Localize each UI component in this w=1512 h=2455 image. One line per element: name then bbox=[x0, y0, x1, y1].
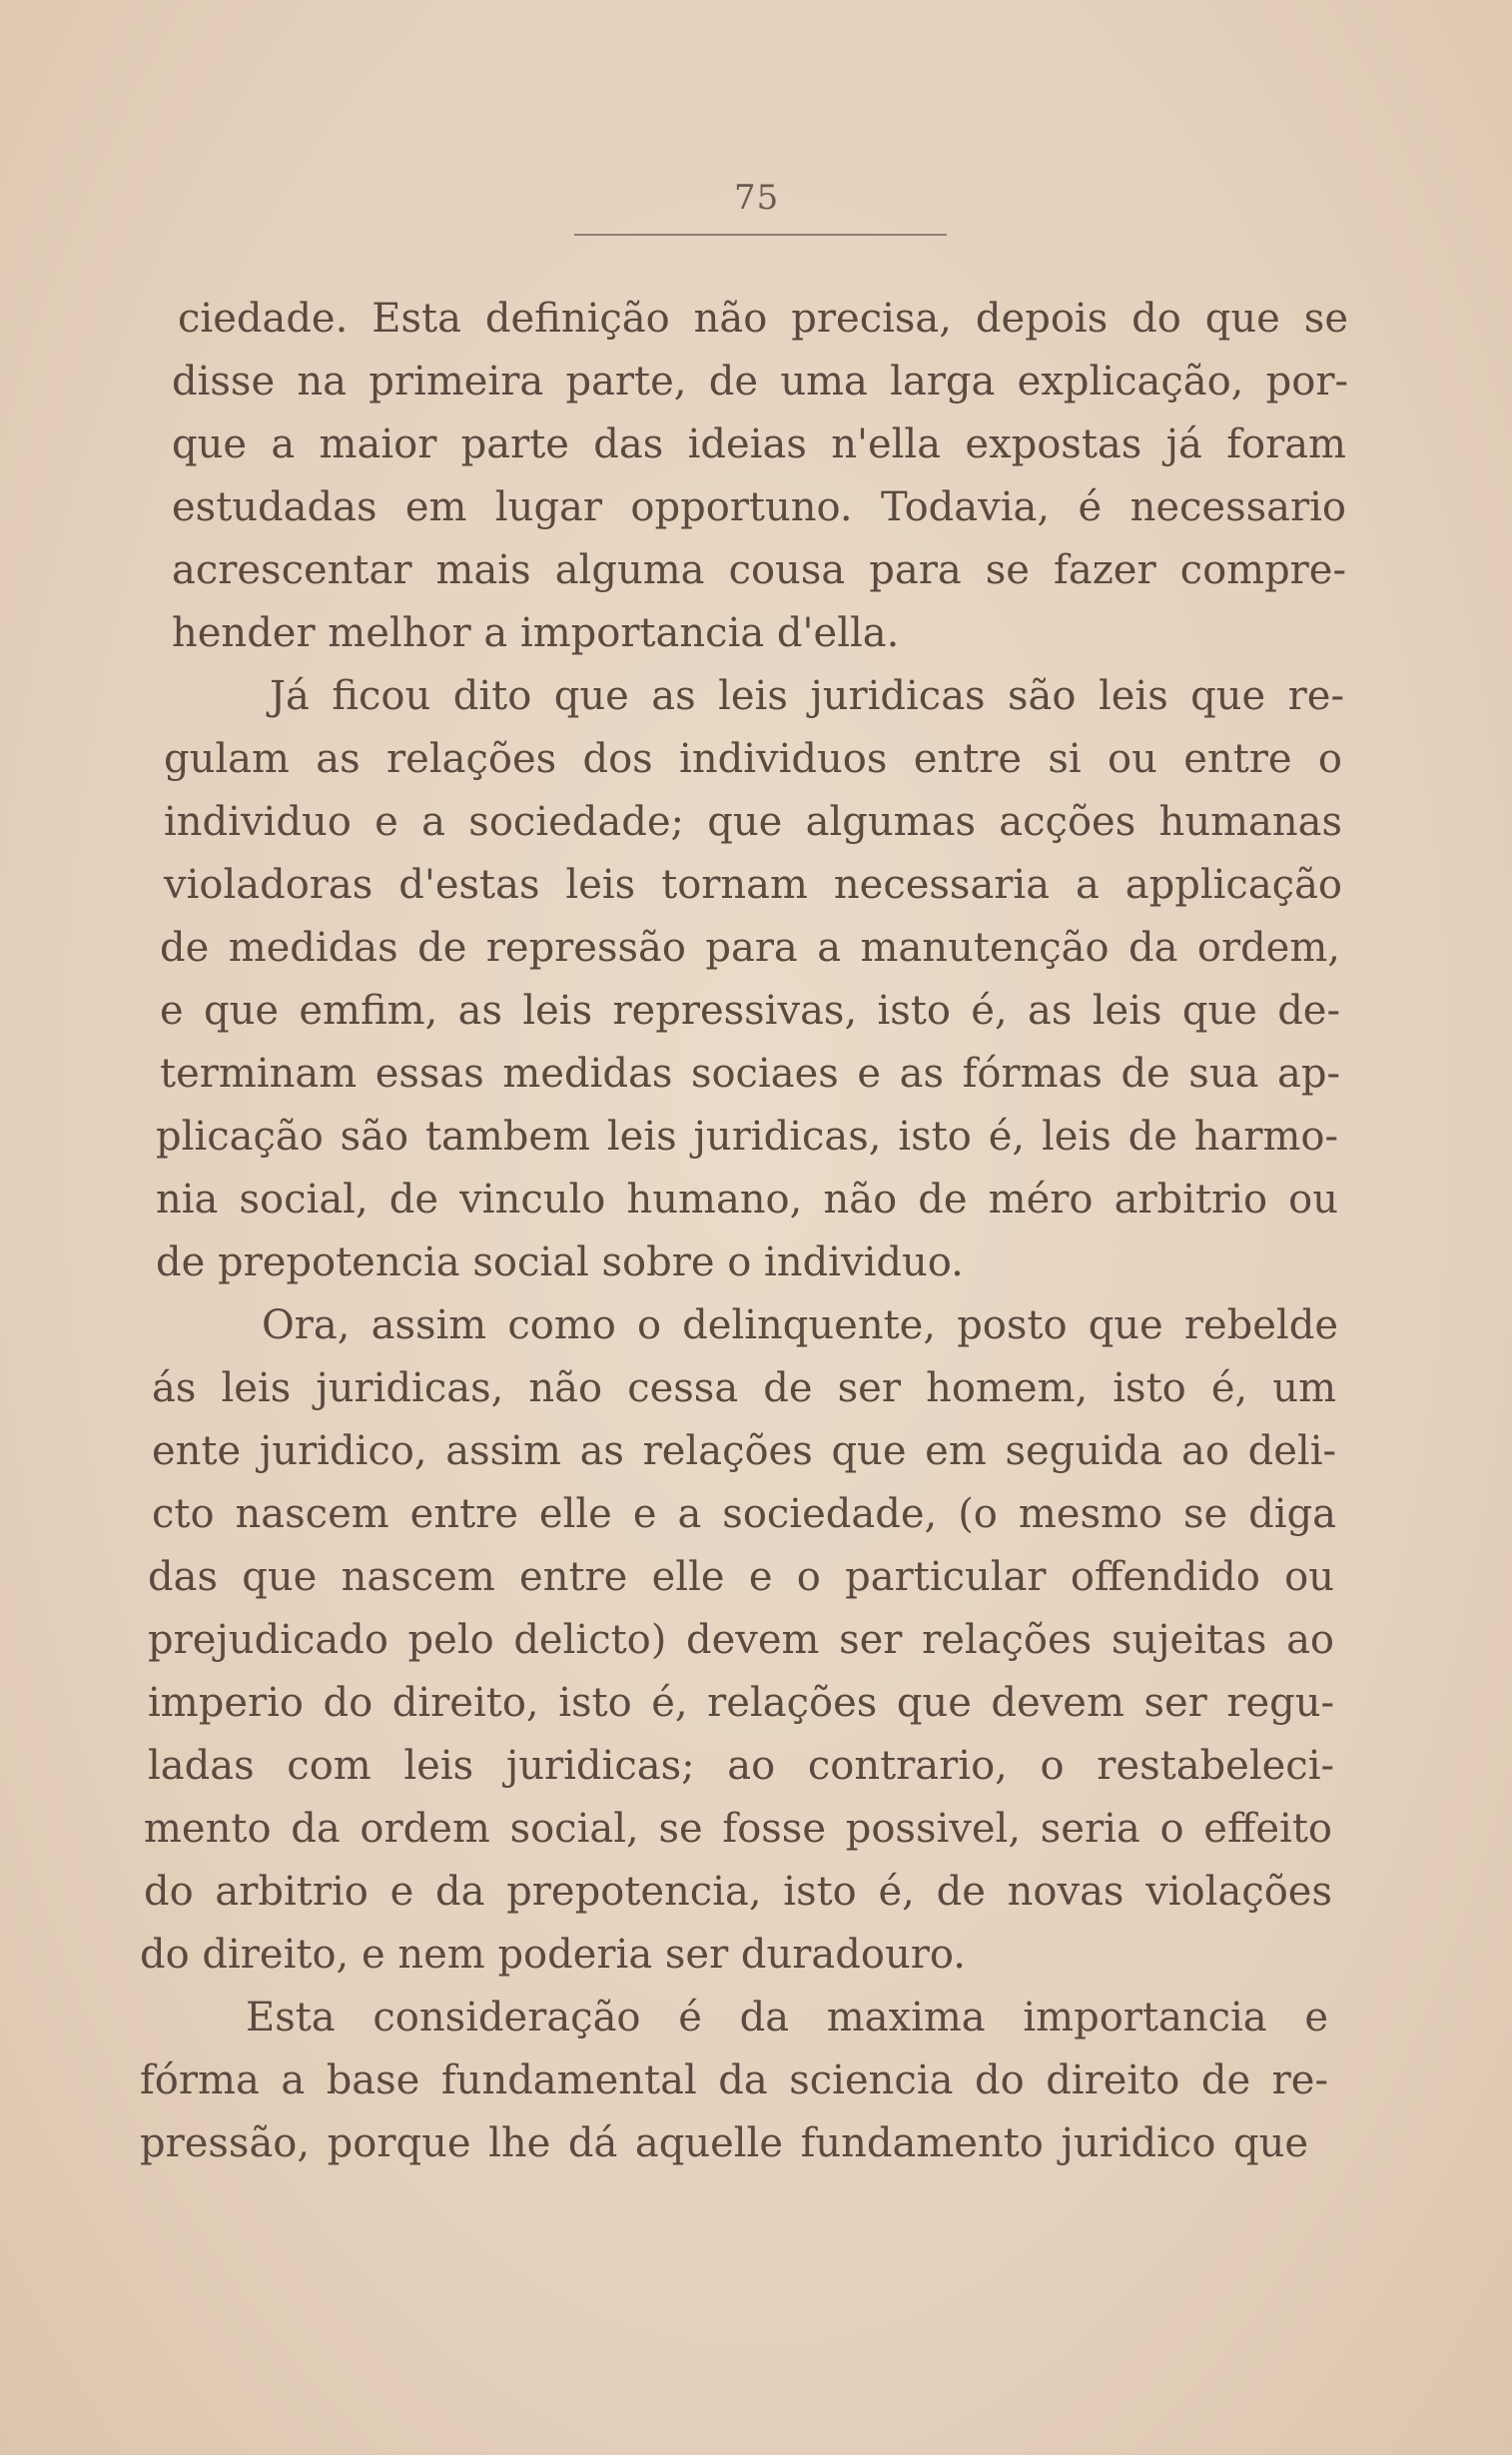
text-line: das que nascem entre elle e o particular offendido ou bbox=[148, 1554, 1334, 1600]
text-line: prejudicado pelo delicto) devem ser relações sujeitas ao bbox=[148, 1617, 1334, 1663]
text-line: de medidas de repressão para a manutenção da ordem, bbox=[160, 925, 1340, 971]
text-line: que a maior parte das ideias n'ella expostas já foram bbox=[172, 421, 1346, 467]
text-line: de prepotencia social sobre o individuo. bbox=[156, 1239, 964, 1285]
text-line: ás leis juridicas, não cessa de ser homem, isto é, um bbox=[152, 1365, 1336, 1411]
text-line: terminam essas medidas sociaes e as fórmas de sua ap- bbox=[160, 1051, 1340, 1097]
text-line: Já ficou dito que as leis juridicas são leis que re- bbox=[270, 673, 1344, 719]
text-line: cto nascem entre elle e a sociedade, (o mesmo se diga bbox=[152, 1491, 1336, 1537]
text-line: ladas com leis juridicas; ao contrario, o restabeleci- bbox=[148, 1743, 1334, 1789]
text-line: violadoras d'estas leis tornam necessaria a applicação bbox=[164, 862, 1342, 908]
text-line: ciedade. Esta definição não precisa, depois do que se bbox=[178, 296, 1348, 342]
text-line: gulam as relações dos individuos entre si ou entre o bbox=[164, 736, 1342, 782]
text-line: do arbitrio e da prepotencia, isto é, de novas violações bbox=[144, 1869, 1332, 1915]
text-line: pressão, porque lhe dá aquelle fundamento juridico que bbox=[140, 2120, 1308, 2166]
text-line: plicação são tambem leis juridicas, isto é, leis de harmo- bbox=[156, 1114, 1338, 1160]
text-line: disse na primeira parte, de uma larga explicação, por- bbox=[172, 359, 1348, 405]
text-line: estudadas em lugar opportuno. Todavia, é necessario bbox=[172, 484, 1346, 530]
text-line: fórma a base fundamental da sciencia do direito de re- bbox=[140, 2057, 1328, 2103]
text-line: imperio do direito, isto é, relações que devem ser regu- bbox=[148, 1680, 1334, 1726]
text-line: acrescentar mais alguma cousa para se fazer compre- bbox=[172, 547, 1346, 593]
text-line: Esta consideração é da maxima importancia e bbox=[246, 1995, 1328, 2041]
text-line: mento da ordem social, se fosse possivel, seria o effeito bbox=[144, 1806, 1332, 1852]
header-rule bbox=[574, 234, 947, 236]
text-line: nia social, de vinculo humano, não de méro arbitrio ou bbox=[156, 1177, 1338, 1223]
text-line: do direito, e nem poderia ser duradouro. bbox=[140, 1932, 966, 1978]
page-number: 75 bbox=[734, 178, 780, 218]
text-line: e que emfim, as leis repressivas, isto é, as leis que de- bbox=[160, 988, 1340, 1034]
text-line: hender melhor a importancia d'ella. bbox=[172, 610, 900, 656]
text-line: ente juridico, assim as relações que em seguida ao deli- bbox=[152, 1428, 1336, 1474]
text-line: individuo e a sociedade; que algumas acções humanas bbox=[164, 799, 1342, 845]
text-line: Ora, assim como o delinquente, posto que rebelde bbox=[262, 1302, 1338, 1348]
